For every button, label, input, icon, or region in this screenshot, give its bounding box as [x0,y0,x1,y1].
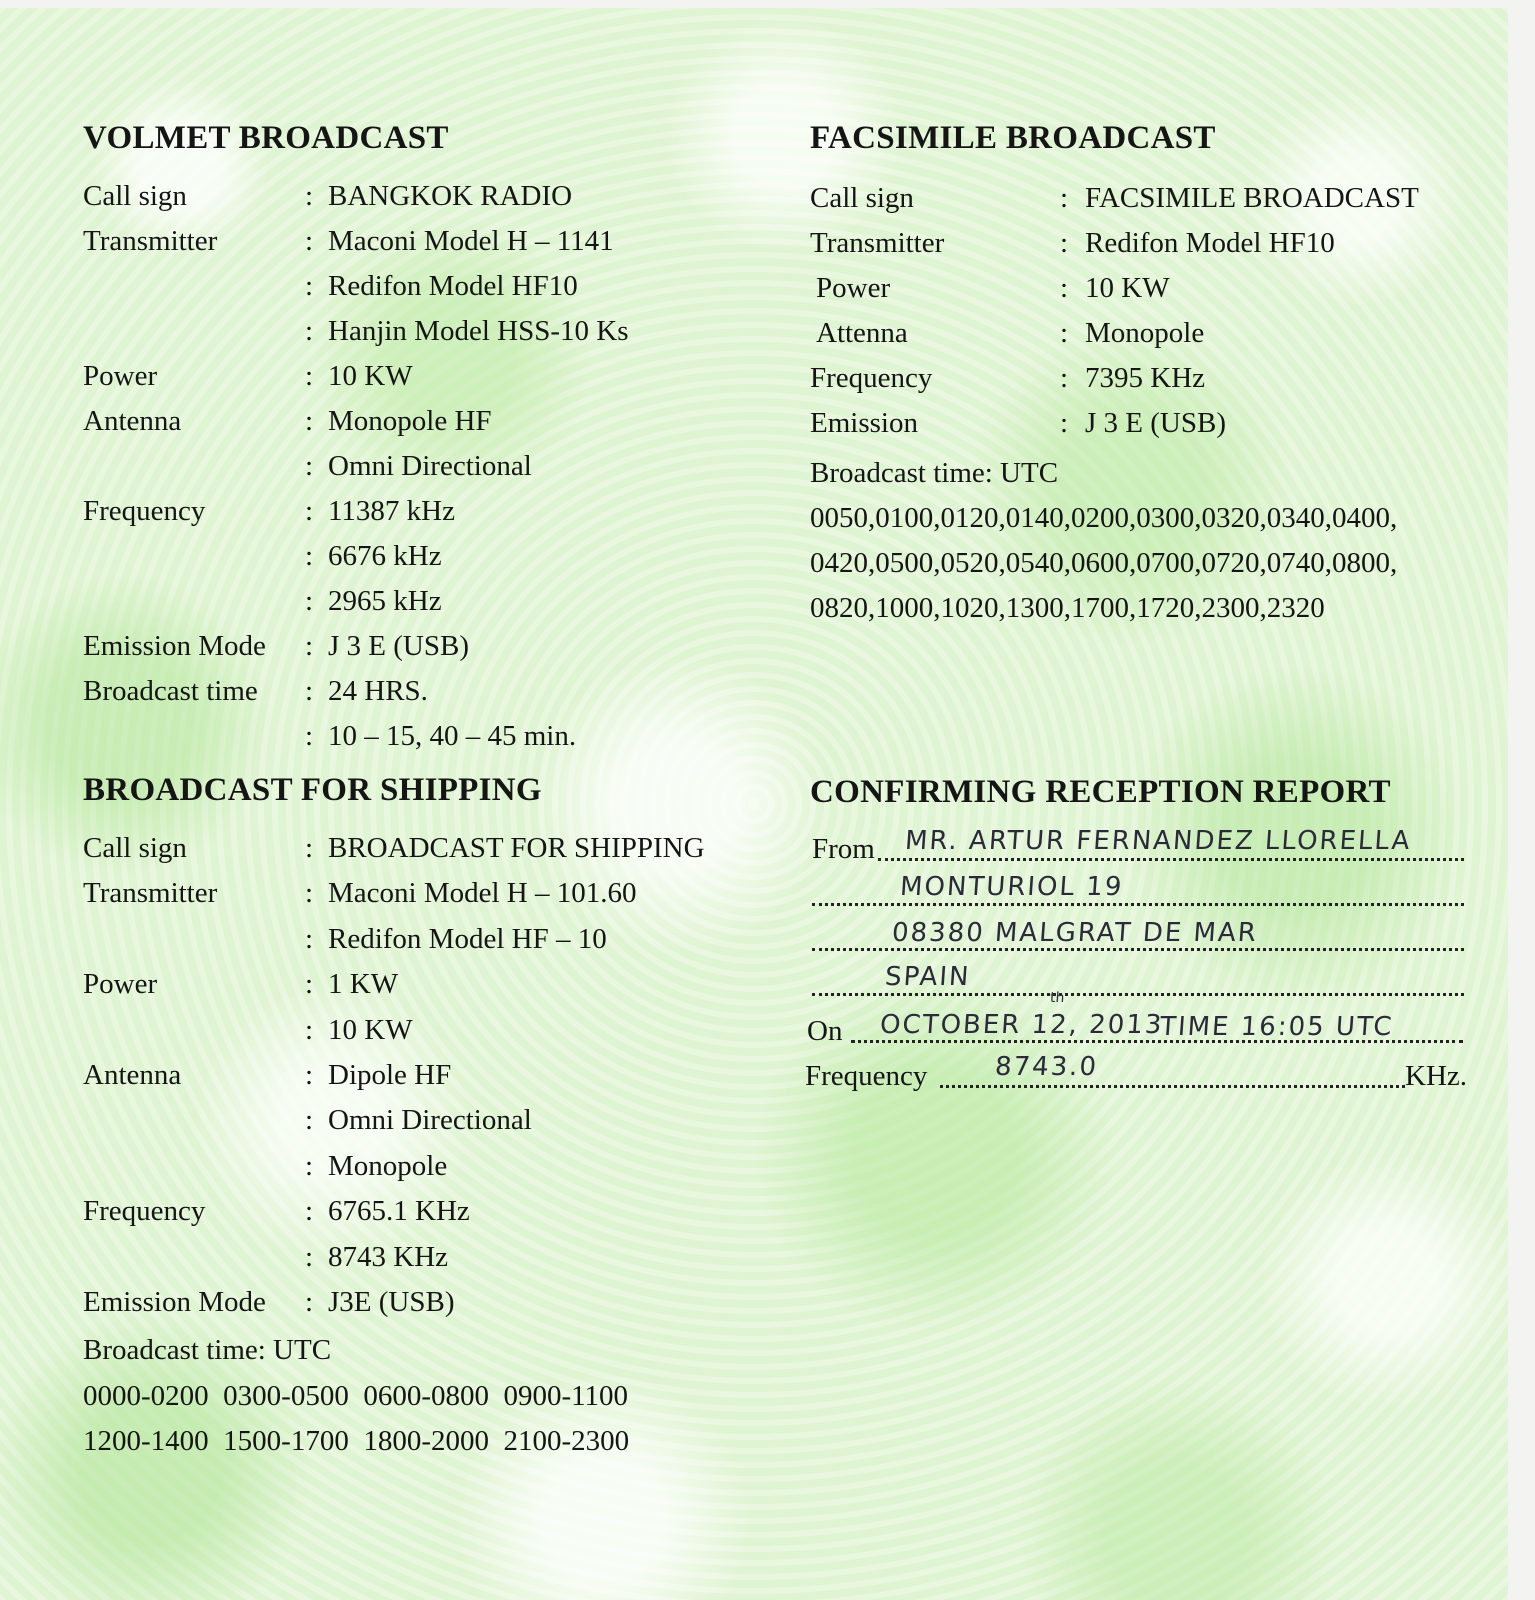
volmet-row-label: Transmitter [83,225,218,257]
volmet-row-colon: : [305,270,314,302]
from-dotted-line [878,858,1464,861]
shipping-row [83,921,763,957]
volmet-row-colon: : [305,315,314,347]
shipping-row-colon: : [305,1195,314,1228]
shipping-row-label: Transmitter [83,877,218,910]
volmet-row-label: Power [83,360,158,392]
shipping-row [83,830,763,866]
volmet-row [83,493,763,529]
time-handwritten: TIME 16:05 UTC [1158,1012,1395,1042]
shipping-times-line: 1200-1400 1500-1700 1800-2000 2100-2300 [83,1425,630,1457]
volmet-row-value: Monopole HF [328,405,492,437]
shipping-row-label: Antenna [83,1059,182,1091]
facsimile-row-colon: : [1060,227,1069,259]
volmet-row-colon: : [305,225,314,257]
shipping-row [83,1057,763,1093]
shipping-row-value: 6765.1 KHz [328,1195,470,1228]
shipping-row-colon: : [305,1286,314,1318]
volmet-row-colon: : [305,495,314,527]
shipping-row-colon: : [305,1104,314,1137]
shipping-row [83,1148,763,1184]
volmet-row-colon: : [305,360,314,392]
shipping-broadcast-time-label: Broadcast time: UTC [83,1334,332,1366]
shipping-row-value: 1 KW [328,968,399,1001]
volmet-row [83,268,763,304]
frequency-handwritten: 8743.0 [993,1052,1100,1082]
facsimile-row-label: Frequency [810,362,933,394]
facsimile-times-line: 0820,1000,1020,1300,1700,1720,2300,2320 [810,592,1325,624]
frequency-unit: KHz. [1405,1060,1468,1092]
shipping-row-colon: : [305,1059,314,1091]
facsimile-row-value: 7395 KHz [1085,362,1206,394]
facsimile-row-colon: : [1060,317,1069,349]
facsimile-times-line: 0420,0500,0520,0540,0600,0700,0720,0740,0800, [810,547,1398,579]
facsimile-row-label: Power [816,272,891,304]
volmet-row [83,403,763,439]
shipping-title: BROADCAST FOR SHIPPING [83,772,542,808]
facsimile-row [810,360,1490,396]
volmet-row-colon: : [305,675,314,707]
volmet-row-value: 24 HRS. [328,675,428,707]
volmet-row-value: 10 KW [328,360,413,392]
facsimile-row [810,315,1490,351]
shipping-row-label: Emission Mode [83,1286,266,1318]
facsimile-row [810,405,1490,441]
volmet-row [83,673,763,709]
facsimile-row-colon: : [1060,407,1069,439]
shipping-row-value: J3E (USB) [328,1286,455,1318]
shipping-row [83,1284,763,1320]
volmet-row-colon: : [305,180,314,212]
volmet-row [83,358,763,394]
frequency-dotted-line [940,1085,1405,1088]
facsimile-row [810,180,1490,216]
facsimile-times-line: 0050,0100,0120,0140,0200,0300,0320,0340,0400, [810,502,1398,534]
frequency-label: Frequency [805,1060,928,1092]
from-name-handwritten: MR. ARTUR FERNANDEZ LLORELLA [903,826,1413,856]
shipping-row-label: Frequency [83,1195,206,1228]
shipping-row-colon: : [305,922,314,955]
address-dotted-line [812,903,1464,906]
address-street-handwritten: MONTURIOL 19 [898,872,1125,902]
volmet-row-colon: : [305,450,314,482]
volmet-row-label: Emission Mode [83,630,266,662]
date-handwritten: OCTOBER 12, 2013 [878,1010,1165,1040]
volmet-row-colon: : [305,405,314,437]
facsimile-row-label: Call sign [810,182,914,214]
volmet-row [83,223,763,259]
shipping-row-value: Maconi Model H – 101.60 [328,877,637,910]
facsimile-row-label: Emission [810,407,918,439]
facsimile-row-value: FACSIMILE BROADCAST [1085,182,1419,214]
shipping-row-colon: : [305,877,314,910]
shipping-row [83,1012,763,1048]
report-title: CONFIRMING RECEPTION REPORT [810,774,1391,810]
volmet-row [83,313,763,349]
shipping-row [83,966,763,1002]
address-dotted-line [812,993,1464,996]
facsimile-row [810,270,1490,306]
shipping-row-colon: : [305,832,314,864]
volmet-row [83,178,763,214]
shipping-times-line: 0000-0200 0300-0500 0600-0800 0900-1100 [83,1380,629,1412]
address-dotted-line [812,948,1464,951]
volmet-row-colon: : [305,630,314,662]
from-label: From [812,833,875,865]
volmet-row-colon: : [305,585,314,617]
shipping-row-value: BROADCAST FOR SHIPPING [328,832,705,864]
facsimile-row-colon: : [1060,272,1069,304]
volmet-row-value: BANGKOK RADIO [328,180,573,212]
volmet-row-value: 10 – 15, 40 – 45 min. [328,720,577,752]
shipping-row-value: 8743 KHz [328,1240,449,1273]
volmet-row [83,583,763,619]
shipping-row [83,1193,763,1229]
volmet-row-label: Broadcast time [83,675,258,707]
shipping-row [83,1239,763,1275]
facsimile-row-value: J 3 E (USB) [1085,407,1226,439]
shipping-row [83,875,763,911]
shipping-row-value: Omni Directional [328,1104,532,1137]
shipping-row [83,1102,763,1138]
volmet-row-value: 11387 kHz [328,495,455,527]
facsimile-row-label: Transmitter [810,227,945,259]
volmet-row-value: 2965 kHz [328,585,442,617]
volmet-row-label: Antenna [83,405,182,437]
date-superscript-handwritten: th [1049,990,1065,1006]
shipping-row-label: Call sign [83,832,187,864]
volmet-row-label: Call sign [83,180,187,212]
facsimile-row-label: Attenna [816,317,908,349]
shipping-row-value: 10 KW [328,1013,413,1046]
shipping-row-label: Power [83,968,158,1001]
facsimile-title: FACSIMILE BROADCAST [810,120,1216,156]
address-city-handwritten: 08380 MALGRAT DE MAR [890,918,1259,948]
facsimile-row-value: Redifon Model HF10 [1085,227,1335,259]
facsimile-broadcast-time-label: Broadcast time: UTC [810,457,1059,489]
volmet-row-value: Omni Directional [328,450,532,482]
volmet-row-colon: : [305,540,314,572]
shipping-row-value: Monopole [328,1149,448,1182]
volmet-row-label: Frequency [83,495,206,527]
facsimile-row-value: 10 KW [1085,272,1170,304]
shipping-row-colon: : [305,968,314,1001]
volmet-row-colon: : [305,720,314,752]
volmet-row [83,538,763,574]
facsimile-row-colon: : [1060,182,1069,214]
shipping-row-value: Dipole HF [328,1059,452,1091]
on-label: On [807,1015,843,1047]
volmet-row-value: Redifon Model HF10 [328,270,578,302]
shipping-row-colon: : [305,1013,314,1046]
volmet-row-value: Maconi Model H – 1141 [328,225,614,257]
volmet-row-value: J 3 E (USB) [328,630,469,662]
volmet-row-value: Hanjin Model HSS-10 Ks [328,315,629,347]
facsimile-row-colon: : [1060,362,1069,394]
volmet-title: VOLMET BROADCAST [83,120,449,156]
shipping-row-value: Redifon Model HF – 10 [328,922,607,955]
volmet-row [83,718,763,754]
volmet-row [83,448,763,484]
volmet-row [83,628,763,664]
volmet-row-value: 6676 kHz [328,540,442,572]
shipping-row-colon: : [305,1240,314,1273]
facsimile-row-value: Monopole [1085,317,1205,349]
shipping-row-colon: : [305,1149,314,1182]
facsimile-row [810,225,1490,261]
address-country-handwritten: SPAIN [883,962,972,992]
